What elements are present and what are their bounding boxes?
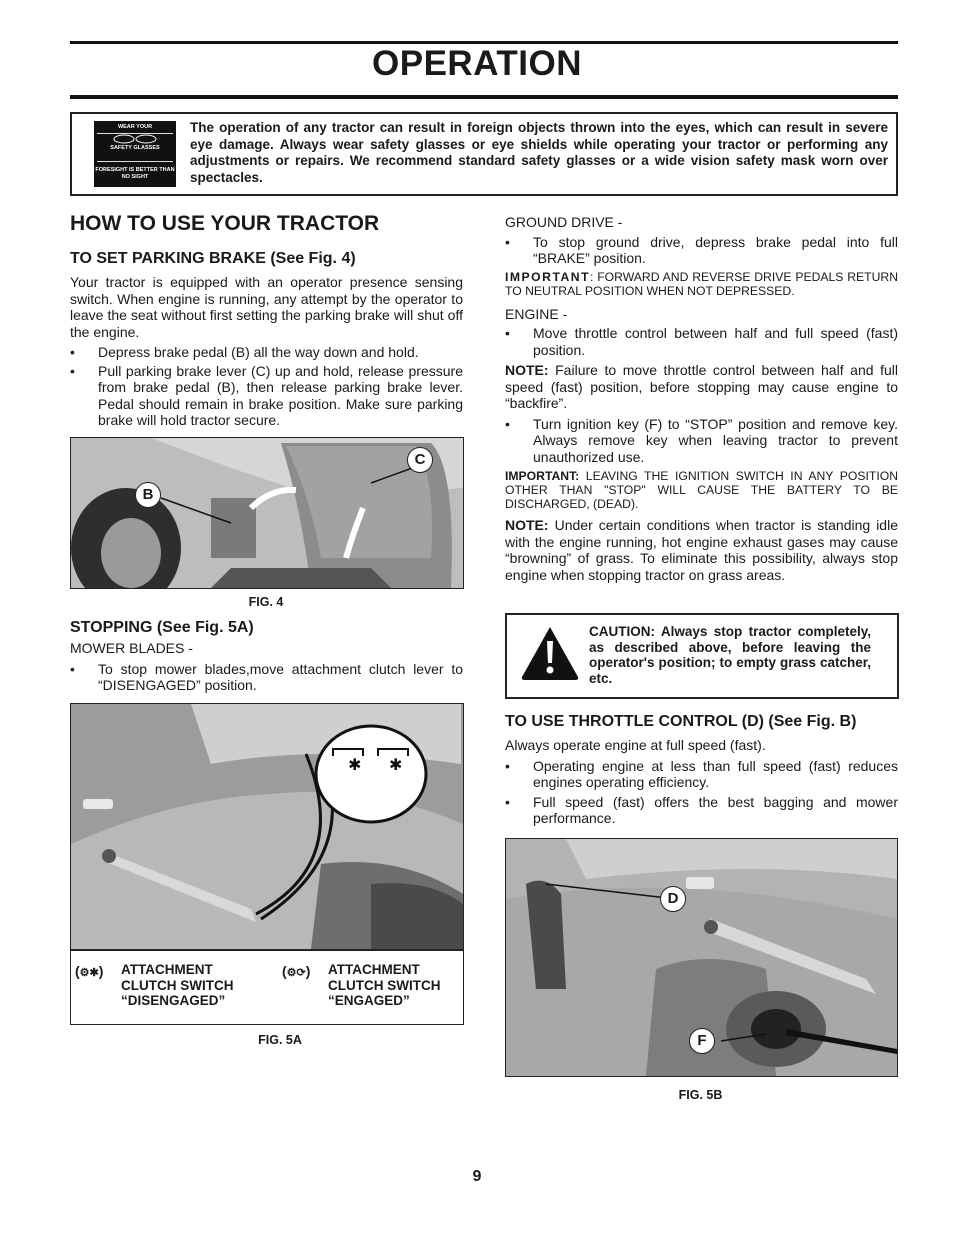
figure-5b-photo [505, 838, 898, 1077]
parking-brake-heading: TO SET PARKING BRAKE (See Fig. 4) [70, 250, 356, 267]
right-column [505, 214, 898, 583]
parking-brake-intro: Your tractor is equipped with an operator presence sensing switch. When engine is running, any attempt by the operator to leave the seat without first setting the parking brake will shut off the engine. [70, 274, 463, 340]
stopping-section [70, 619, 463, 694]
title-rule [70, 95, 898, 99]
page-number: 9 [472, 1168, 482, 1185]
list-item: • To stop mower blades,move attachment clutch lever to “DISENGAGED” position. [70, 660, 463, 693]
figure-4-photo [70, 437, 464, 589]
list-item: • Operating engine at less than full speed (fast) reduces engines operating efficiency. [505, 757, 898, 790]
list-item: • Depress brake pedal (B) all the way down and hold. [70, 344, 419, 360]
figure-5a-photo [70, 703, 464, 1025]
throttle-intro: Always operate engine at full speed (fast). [505, 737, 766, 753]
section-heading: HOW TO USE YOUR TRACTOR [70, 212, 380, 235]
warning-triangle-icon [520, 625, 580, 681]
legend-disengaged: ATTACHMENT CLUTCH SWITCH “DISENGAGED” [121, 962, 234, 1008]
clutch-switch-illustration [71, 704, 463, 949]
list-item: • Pull parking brake lever (C) up and hold, release pressure from brake pedal (B), then release parking brake lever. Pedal should remain in brake position. Make sure parking brake will hold tractor secure. [70, 362, 463, 428]
caution-box [505, 613, 899, 699]
stopping-heading: STOPPING (See Fig. 5A) [70, 619, 254, 636]
svg-text:✱: ✱ [389, 755, 403, 774]
callout-c: C [407, 447, 433, 473]
safety-warning-box [70, 112, 898, 196]
clutch-engaged-icon: (⚙⟳) [282, 963, 311, 979]
safety-glasses-label: WEAR YOUR SAFETY GLASSES FORESIGHT IS BETTER THAN NO SIGHT [94, 121, 176, 187]
parking-brake-illustration [71, 438, 463, 588]
throttle-heading: TO USE THROTTLE CONTROL (D) (See Fig. B) [505, 713, 857, 730]
note-browning: NOTE: Under certain conditions when tractor is standing idle with the engine running, hot engine exhaust gases may cause “browning” of grass. To eliminate this possibility, always stop engine when stopping tractor on grass areas. [505, 517, 898, 583]
engine-label: ENGINE - [505, 305, 568, 322]
list-item: • Full speed (fast) offers the best bagging and mower performance. [505, 793, 898, 826]
list-item: • To stop ground drive, depress brake pedal into full “BRAKE” position. [505, 233, 898, 266]
svg-text:✱: ✱ [348, 755, 362, 774]
callout-b: B [135, 482, 161, 508]
page-title: OPERATION [372, 44, 582, 83]
mower-blades-label: MOWER BLADES - [70, 640, 193, 656]
important-note-pedals: IMPORTANT: FORWARD AND REVERSE DRIVE PEDALS RETURN TO NEUTRAL POSITION WHEN NOT DEPRESSED. [505, 269, 898, 298]
figure-4-caption: FIG. 4 [248, 595, 284, 609]
legend-engaged: ATTACHMENT CLUTCH SWITCH “ENGAGED” [328, 962, 441, 1008]
important-note-ignition: IMPORTANT: LEAVING THE IGNITION SWITCH IN ANY POSITION OTHER THAN "STOP" WILL CAUSE THE BATTERY TO BE DISCHARGED, (DEAD). [505, 469, 898, 511]
clutch-disengaged-icon: (⚙✱) [75, 963, 104, 979]
safety-warning-text: The operation of any tractor can result in foreign objects thrown into the eyes, which can result in severe eye damage. Always wear safety glasses or eye shields while operating your tractor or performing any adjustments or repairs. We recommend standard safety glasses or a wide vision safety mask worn over spectacles. [190, 120, 888, 185]
ground-drive-label: GROUND DRIVE - [505, 214, 623, 230]
left-column [70, 212, 463, 429]
caution-text: CAUTION: Always stop tractor completely, as described above, before leaving the operator's position; to empty grass catcher, etc. [589, 624, 871, 686]
figure-5a-caption: FIG. 5A [258, 1033, 302, 1047]
list-item: • Move throttle control between half and full speed (fast) position. [505, 325, 898, 358]
list-item: • Turn ignition key (F) to “STOP” position and remove key. Always remove key when leaving tractor to prevent unauthorized use. [505, 415, 898, 465]
callout-f: F [689, 1028, 715, 1054]
figure-5b-caption: FIG. 5B [678, 1088, 723, 1102]
throttle-section [505, 713, 898, 827]
note-backfire: NOTE: Failure to move throttle control between half and full speed (fast) position, before stopping may cause engine to “backfire”. [505, 362, 898, 411]
safety-glasses-icon [94, 131, 176, 145]
callout-d: D [660, 886, 686, 912]
